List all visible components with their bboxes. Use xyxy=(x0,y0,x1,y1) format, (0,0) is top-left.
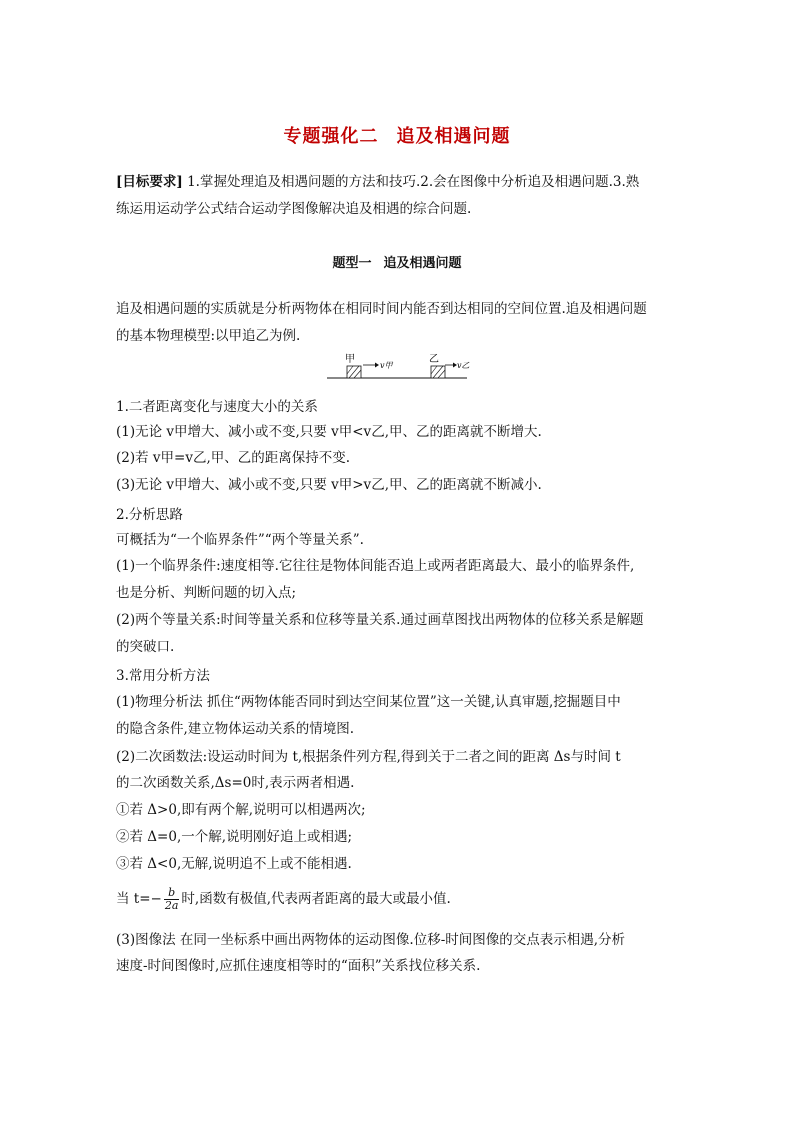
s2-item-2b: 的突破口. xyxy=(116,639,175,655)
fraction-b-over-2a xyxy=(164,887,180,912)
document-title xyxy=(0,122,794,148)
s3-case-2: ②若 Δ=0,一个解,说明刚好追上或相遇; xyxy=(116,829,353,845)
s3-method-3b: 速度-时间图像时,应抓住速度相等时的“面积”关系找位移关系. xyxy=(116,958,481,974)
intro-line-2: 的基本物理模型:以甲追乙为例. xyxy=(116,328,301,344)
goal-line-1 xyxy=(116,172,639,192)
velocity-yi: v乙 xyxy=(457,361,470,370)
label-jia: 甲 xyxy=(345,354,355,365)
s3-method-3a: (3)图像法 在同一坐标系中画出两物体的运动图像.位移-时间图像的交点表示相遇,分析 xyxy=(116,932,626,948)
s1-item-2: (2)若 v甲=v乙,甲、乙的距离保持不变. xyxy=(116,450,351,466)
s2-item-2a: (2)两个等量关系:时间等量关系和位移等量关系.通过画草图找出两物体的位移关系是解题 xyxy=(116,612,644,628)
section-part2: 追及相遇问题 xyxy=(383,256,462,271)
s3-case-1: ①若 Δ>0,即有两个解,说明可以相遇两次; xyxy=(116,802,366,818)
s1-item-1: (1)无论 v甲增大、减小或不变,只要 v甲<v乙,甲、乙的距离就不断增大. xyxy=(116,424,542,440)
extreme-suffix: 时,函数有极值,代表两者距离的最大或最小值. xyxy=(181,891,451,907)
intro-line-1: 追及相遇问题的实质就是分析两物体在相同时间内能否到达相同的空间位置.追及相遇问题 xyxy=(116,301,647,317)
s2-item-1a: (1)一个临界条件:速度相等.它往往是物体间能否追上或两者距离最大、最小的临界条件, xyxy=(116,558,635,574)
s2-item-1b: 也是分析、判断问题的切入点; xyxy=(116,585,297,601)
s3-case-3: ③若 Δ<0,无解,说明追不上或不能相遇. xyxy=(116,856,352,872)
velocity-jia: v甲 xyxy=(380,361,393,370)
label-yi: 乙 xyxy=(429,354,439,365)
section-heading xyxy=(0,252,794,271)
goal-label: [目标要求] xyxy=(116,174,183,190)
s3-method-2b: 的二次函数关系,Δs=0时,表示两者相遇. xyxy=(116,775,355,791)
section-part1: 题型一 xyxy=(332,256,372,271)
s3-method-1b: 的隐含条件,建立物体运动关系的情境图. xyxy=(116,721,355,737)
title-part2: 追及相遇问题 xyxy=(396,126,511,147)
s1-heading: 1.二者距离变化与速度大小的关系 xyxy=(116,399,318,415)
goal-text-1: 1.掌握处理追及相遇问题的方法和技巧.2.会在图像中分析追及相遇问题.3.熟 xyxy=(182,174,640,190)
s2-summary: 可概括为“一个临界条件”“两个等量关系”. xyxy=(116,532,364,548)
s1-item-3: (3)无论 v甲增大、减小或不变,只要 v甲>v乙,甲、乙的距离就不断减小. xyxy=(116,477,542,493)
fraction-numerator: b xyxy=(164,887,180,900)
s2-heading: 2.分析思路 xyxy=(116,507,183,523)
s3-method-1a: (1)物理分析法 抓住“两物体能否同时到达空间某位置”这一关键,认真审题,挖掘题目中 xyxy=(116,694,621,710)
s3-heading: 3.常用分析方法 xyxy=(116,668,210,684)
s3-extreme-line xyxy=(116,887,451,912)
goal-line-2: 练运用运动学公式结合运动学图像解决追及相遇的综合问题. xyxy=(116,201,472,217)
title-part1: 专题强化二 xyxy=(283,126,379,147)
s3-method-2a: (2)二次函数法:设运动时间为 t,根据条件列方程,得到关于二者之间的距离 Δs与时间 t xyxy=(116,749,621,765)
fraction-denominator: 2a xyxy=(164,899,179,912)
extreme-prefix: 当 t=− xyxy=(116,891,162,907)
chase-diagram xyxy=(323,350,471,384)
